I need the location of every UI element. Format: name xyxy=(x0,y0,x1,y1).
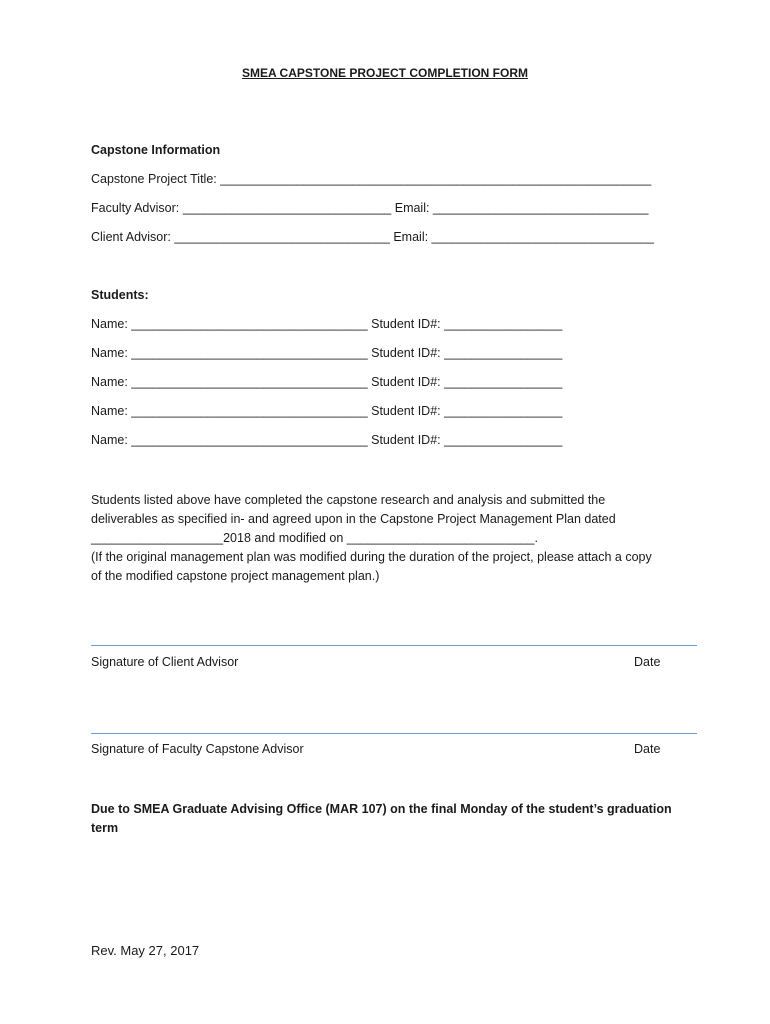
client-signature-label: Signature of Client Advisor xyxy=(91,655,239,669)
statement-line: (If the original management plan was modified during the duration of the project, please attach a copy xyxy=(91,550,652,564)
capstone-info-heading: Capstone Information xyxy=(91,143,221,157)
completion-statement xyxy=(91,491,691,586)
statement-line: of the modified capstone project management plan.) xyxy=(91,569,380,583)
client-date-label: Date xyxy=(634,655,661,669)
student-row: Name: __________________________________ Student ID#: _________________ xyxy=(91,346,563,360)
due-notice xyxy=(91,800,691,838)
student-row: Name: __________________________________ Student ID#: _________________ xyxy=(91,433,563,447)
project-title-field: Capstone Project Title: ______________________________________________________________ xyxy=(91,172,652,186)
faculty-advisor-field: Faculty Advisor: ______________________________ Email: _______________________________ xyxy=(91,201,649,215)
faculty-signature-label: Signature of Faculty Capstone Advisor xyxy=(91,742,304,756)
statement-line: ___________________2018 and modified on ___________________________. xyxy=(91,531,538,545)
form-title: SMEA CAPSTONE PROJECT COMPLETION FORM xyxy=(241,66,529,80)
statement-line: deliverables as specified in- and agreed upon in the Capstone Project Management Plan dated xyxy=(91,512,616,526)
revision-date: Rev. May 27, 2017 xyxy=(91,943,200,958)
student-row: Name: __________________________________ Student ID#: _________________ xyxy=(91,317,563,331)
faculty-signature-line xyxy=(91,733,697,734)
statement-line: Students listed above have completed the capstone research and analysis and submitted the xyxy=(91,493,606,507)
students-heading: Students: xyxy=(91,288,149,302)
student-row: Name: __________________________________ Student ID#: _________________ xyxy=(91,375,563,389)
faculty-date-label: Date xyxy=(634,742,661,756)
student-row: Name: __________________________________ Student ID#: _________________ xyxy=(91,404,563,418)
client-signature-line xyxy=(91,645,697,646)
due-notice-line: Due to SMEA Graduate Advising Office (MAR 107) on the final Monday of the student’s graduation xyxy=(91,802,672,816)
client-advisor-field: Client Advisor: _______________________________ Email: ________________________________ xyxy=(91,230,655,244)
due-notice-line: term xyxy=(91,821,119,835)
